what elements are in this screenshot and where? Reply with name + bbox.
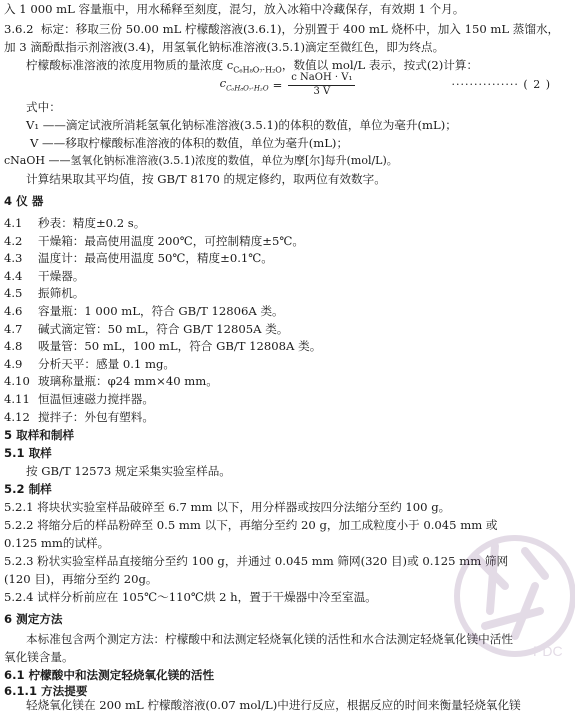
- instrument-text: 碱式滴定管：50 mL，符合 GB/T 12805A 类。: [38, 321, 289, 336]
- clause-3-6-2-line1: [4, 22, 559, 36]
- formula-number: ··············· ( 2 ): [451, 78, 551, 92]
- instrument-item: [4, 392, 321, 410]
- section-5-1-title: 5.1 取样: [4, 446, 52, 460]
- section-5-1-text: 按 GB/T 12573 规定采集实验室样品。: [26, 464, 231, 478]
- instrument-number: 4.6: [4, 303, 23, 318]
- instrument-number: 4.9: [4, 356, 23, 371]
- where-c: cNaOH ——氢氧化钠标准溶液(3.5.1)浓度的数值，单位为摩[尔]每升(mol/L)。: [4, 154, 398, 167]
- instrument-text: 振筛机。: [38, 286, 85, 301]
- where-v: V ——移取柠檬酸标准溶液的体积的数值，单位为毫升(mL)；: [30, 136, 349, 150]
- where-label: 式中：: [26, 100, 61, 114]
- section-6-1-1-title: 6.1.1 方法提要: [4, 684, 88, 698]
- clause-5-2-1: 5.2.1 将块状实验室样品破碎至 6.7 mm 以下，用分样器或按四分法缩分至约 100 g。: [4, 500, 451, 514]
- instrument-number: 4.12: [4, 409, 30, 424]
- instrument-number: 4.1: [4, 216, 23, 230]
- section-4-list: [4, 216, 321, 427]
- instrument-item: [4, 234, 321, 252]
- instrument-text: 搅拌子：外包有塑料。: [38, 409, 154, 424]
- instrument-number: 4.10: [4, 374, 30, 389]
- formula-fraction: [288, 72, 355, 98]
- instrument-item: [4, 357, 321, 375]
- concentration-intro: 柠檬酸标准溶液的浓度用物质的量浓度 c: [26, 58, 234, 72]
- instrument-text: 分析天平：感量 0.1 mg。: [38, 356, 175, 371]
- section-5-title: 5 取样和制样: [4, 428, 75, 442]
- instrument-item: [4, 374, 321, 392]
- instrument-text: 吸量管：50 mL，100 mL，符合 GB/T 12808A 类。: [38, 339, 322, 354]
- calculation-note: 计算结果取其平均值，按 GB/T 8170 的规定修约，取两位有效数字。: [26, 172, 386, 186]
- section-6-1-1-text: 轻烧氧化镁在 200 mL 柠檬酸溶液(0.07 mol/L)中进行反应，根据反应的时间来衡量轻烧氧化镁: [26, 698, 521, 712]
- clause-5-2-3-line2: (120 目)，再缩分至约 20g。: [4, 572, 158, 586]
- clause-3-6-2-line2: 加 3 滴酚酞指示剂溶液(3.4)，用氢氧化钠标准溶液(3.5.1)滴定至微红色，即为终点。: [4, 40, 445, 54]
- instrument-item: [4, 322, 321, 340]
- instrument-item: [4, 251, 321, 269]
- section-5-2-title: 5.2 制样: [4, 482, 52, 496]
- formula-equals: =: [272, 77, 283, 92]
- formula-denominator: 3 V: [313, 85, 331, 97]
- instrument-text: 玻璃称量瓶：φ24 mm×40 mm。: [38, 374, 218, 389]
- formula-numerator: c NaOH · V₁: [288, 72, 355, 86]
- concentration-unit-text: ，数值以 mol/L 表示，按式(2)计算：: [281, 58, 479, 72]
- section-6-title: 6 测定方法: [4, 612, 63, 626]
- instrument-item: [4, 269, 321, 287]
- concentration-subscript: C₆H₈O₇·H₂O: [233, 65, 282, 75]
- formula-2: [170, 72, 551, 98]
- instrument-number: 4.3: [4, 251, 23, 266]
- instrument-text: 容量瓶：1 000 mL，符合 GB/T 12806A 类。: [38, 303, 284, 318]
- section-4-title: 4 仪 器: [4, 194, 44, 208]
- formula-lhs: $c_{C_6H_8O_7\cdot H_2O}$: [219, 76, 269, 93]
- section-6-1-title: 6.1 柠檬酸中和法测定轻烧氧化镁的活性: [4, 668, 215, 682]
- instrument-item: [4, 339, 321, 357]
- instrument-item: [4, 304, 321, 322]
- instrument-number: 4.8: [4, 339, 23, 354]
- instrument-number: 4.2: [4, 233, 23, 248]
- instrument-text: 温度计：最高使用温度 50℃，精度±0.1℃。: [38, 251, 273, 266]
- clause-number: 3.6.2: [4, 22, 34, 36]
- section-6-para-line1: 本标准包含两个测定方法：柠檬酸中和法测定轻烧氧化镁的活性和水合法测定轻烧氧化镁中活性: [26, 632, 513, 646]
- instrument-number: 4.4: [4, 268, 23, 283]
- where-v1: V₁ ——滴定试液所消耗氢氧化钠标准溶液(3.5.1)的体积的数值，单位为毫升(mL)；: [26, 118, 457, 132]
- instrument-text: 干燥器。: [38, 268, 85, 283]
- paragraph-continuation: 入 1 000 mL 容量瓶中，用水稀释至刻度，混匀，放入冰箱中冷藏保存，有效期 1 个月。: [4, 2, 465, 16]
- instrument-item: [4, 216, 321, 234]
- instrument-text: 干燥箱：最高使用温度 200℃，可控制精度±5℃。: [38, 233, 304, 248]
- clause-5-2-4: 5.2.4 试样分析前应在 105℃～110℃烘 2 h，置于干燥器中冷至室温。: [4, 590, 377, 604]
- instrument-number: 4.5: [4, 286, 23, 301]
- instrument-number: 4.11: [4, 391, 30, 406]
- instrument-text: 恒温恒速磁力搅拌器。: [38, 391, 154, 406]
- watermark-text: PDC: [533, 643, 563, 659]
- instrument-text: 秒表：精度±0.2 s。: [38, 216, 146, 230]
- instrument-item: [4, 286, 321, 304]
- section-6-para-line2: 氧化镁含量。: [4, 650, 74, 664]
- clause-5-2-3-line1: 5.2.3 粉状实验室样品直接缩分至约 100 g，并通过 0.045 mm 筛网(320 目)或 0.125 mm 筛网: [4, 554, 509, 568]
- clause-text: 标定：移取三份 50.00 mL 柠檬酸溶液(3.6.1)，分别置于 400 mL 烧杯中，加入 150 mL 蒸馏水，: [40, 22, 560, 36]
- instrument-number: 4.7: [4, 321, 23, 336]
- instrument-item: [4, 410, 321, 428]
- clause-5-2-2-line2: 0.125 mm的试样。: [4, 536, 110, 550]
- clause-5-2-2-line1: 5.2.2 将缩分后的样品粉碎至 0.5 mm 以下，再缩分至约 20 g，加工成粒度小于 0.045 mm 或: [4, 518, 498, 532]
